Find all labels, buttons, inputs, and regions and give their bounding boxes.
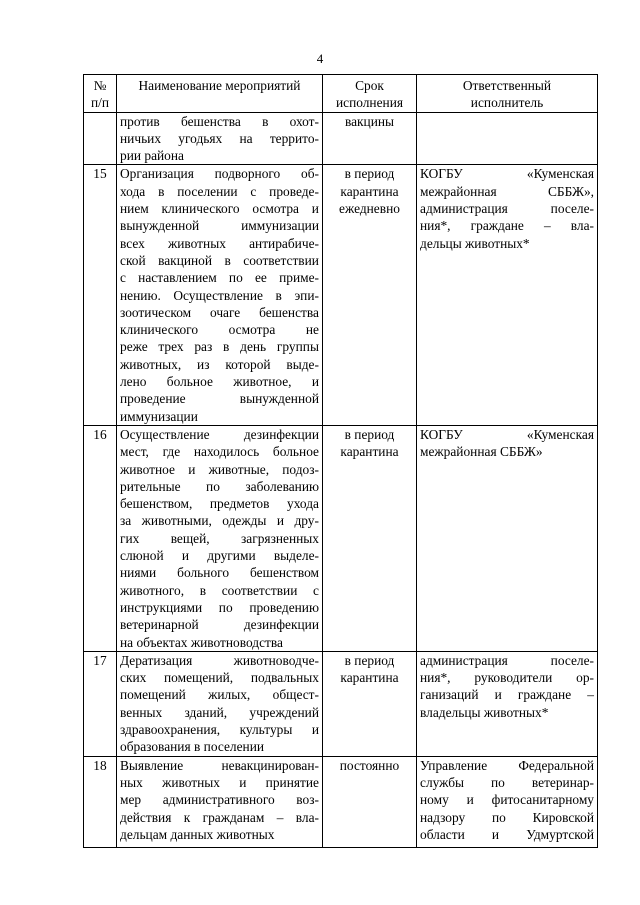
table-row — [84, 425, 598, 651]
row-number: 17 — [84, 651, 117, 756]
row-number: 15 — [84, 165, 117, 425]
row-responsible — [417, 756, 598, 847]
text-line: ния*, руководители ор- — [420, 670, 594, 686]
row-term — [323, 425, 417, 651]
text-line: службы по ветеринар- — [420, 775, 594, 791]
text-line: надзору по Кировской — [420, 809, 594, 825]
text-line: ганизаций и граждане – — [420, 687, 594, 703]
text-line: п/п — [90, 95, 110, 111]
table-row — [84, 756, 598, 847]
text-line: Организация подворного об- — [120, 166, 319, 182]
text-line: Дератизация животноводче- — [120, 652, 319, 668]
row-term — [323, 651, 417, 756]
text-line: мер административного воз- — [120, 792, 319, 808]
text-line: в период — [344, 426, 395, 442]
text-line: бешенством, предметов ухода — [120, 496, 319, 512]
header-term — [323, 75, 417, 113]
text-line: ных животных и принятие — [120, 775, 319, 791]
row-responsible — [417, 651, 598, 756]
text-line: гих вещей, загрязненных — [120, 530, 319, 546]
text-line: здравоохранения, культуры и — [120, 721, 319, 737]
text-line: проведение вынужденной — [120, 391, 319, 407]
text-line: ежедневно — [339, 201, 400, 217]
text-line: ному и фитосанитарному — [420, 792, 594, 808]
text-line: в период — [344, 652, 395, 668]
text-line: венных зданий, учреждений — [120, 704, 319, 720]
text-line: № — [93, 78, 107, 93]
text-line: мест, где находилось больное — [120, 444, 319, 460]
text-line: зоотическом очаге бешенства — [120, 304, 319, 320]
text-line: исполнитель — [470, 95, 544, 111]
text-line: ских помещений, подвальных — [120, 670, 319, 686]
text-line: постоянно — [339, 757, 400, 773]
text-line: лено больное животное, и — [120, 374, 319, 390]
text-line: исполнения — [335, 95, 404, 111]
text-line: с наставлением по ее приме- — [120, 270, 319, 286]
table-header-row — [84, 75, 598, 113]
row-term — [323, 165, 417, 425]
text-line: всех животных антирабиче- — [120, 235, 319, 251]
text-line: животное и животные, подоз- — [120, 461, 319, 477]
text-line: Наименование мероприятий — [138, 78, 301, 93]
header-responsible — [417, 75, 598, 113]
text-line: хода в поселении с проведе- — [120, 183, 319, 199]
row-term — [323, 756, 417, 847]
text-line: Осуществление дезинфекции — [120, 426, 319, 442]
row-activity — [117, 651, 323, 756]
table-row — [84, 112, 598, 165]
text-line: ния*, граждане – вла- — [420, 218, 594, 234]
text-line: животных, из которой выде- — [120, 356, 319, 372]
text-line: реже трех раз в день группы — [120, 339, 319, 355]
row-term — [323, 112, 417, 165]
header-num — [84, 75, 117, 113]
text-line: дельцам данных животных — [120, 826, 275, 842]
text-line: за животными, одежды и дру- — [120, 513, 319, 529]
text-line: животного, в соответствии с — [120, 582, 319, 598]
text-line: вакцины — [344, 113, 395, 129]
text-line: иммунизации — [120, 408, 198, 424]
row-number: 16 — [84, 425, 117, 651]
text-line: межрайонная СББЖ», — [420, 183, 594, 199]
text-line: Управление Федеральной — [420, 757, 594, 773]
text-line: КОГБУ «Куменская — [420, 166, 594, 182]
text-line: рительные по заболеванию — [120, 478, 319, 494]
text-line: действия к гражданам – вла- — [120, 809, 319, 825]
text-line: клинического осмотра не — [120, 322, 319, 338]
text-line: нием клинического осмотра и — [120, 201, 319, 217]
row-number: 18 — [84, 756, 117, 847]
text-line: нению. Осуществление в эпи- — [120, 287, 319, 303]
text-line: администрация поселе- — [420, 652, 594, 668]
text-line: Выявление невакцинирован- — [120, 757, 319, 773]
text-line: в период — [344, 166, 395, 182]
text-line: против бешенства в охот- — [120, 113, 319, 129]
table-row — [84, 651, 598, 756]
text-line: владельцы животных* — [420, 704, 549, 720]
activities-table — [83, 74, 598, 848]
text-line: области и Удмуртской — [420, 826, 594, 842]
text-line: карантина — [340, 444, 399, 460]
row-responsible — [417, 165, 598, 425]
text-line: администрация поселе- — [420, 201, 594, 217]
text-line: карантина — [340, 183, 399, 199]
text-line: на объектах животноводства — [120, 634, 283, 650]
text-line: КОГБУ «Куменская — [420, 426, 594, 442]
row-activity — [117, 756, 323, 847]
page-number: 4 — [316, 51, 324, 66]
header-name — [117, 75, 323, 113]
text-line: помещений жилых, общест- — [120, 687, 319, 703]
row-responsible — [417, 425, 598, 651]
text-line: карантина — [340, 670, 399, 686]
row-number — [84, 112, 117, 165]
row-activity — [117, 425, 323, 651]
text-line: вынужденной иммунизации — [120, 218, 319, 234]
text-line: ниями больного бешенством — [120, 565, 319, 581]
table-row — [84, 165, 598, 425]
row-activity — [117, 112, 323, 165]
text-line: дельцы животных* — [420, 235, 530, 251]
text-line: Срок — [355, 78, 384, 93]
text-line: ской вакциной в соответствии — [120, 252, 319, 268]
text-line: Ответственный — [462, 78, 552, 93]
row-activity — [117, 165, 323, 425]
text-line: ветеринарной дезинфекции — [120, 617, 319, 633]
text-line: межрайонная СББЖ» — [420, 444, 543, 460]
text-line: ничьих угодьях на террито- — [120, 130, 319, 146]
text-line: образования в поселении — [120, 739, 265, 755]
row-responsible — [417, 112, 598, 165]
text-line: слюной и другими выделе- — [120, 548, 319, 564]
text-line: рии района — [120, 148, 184, 164]
text-line: инструкциями по проведению — [120, 599, 319, 615]
